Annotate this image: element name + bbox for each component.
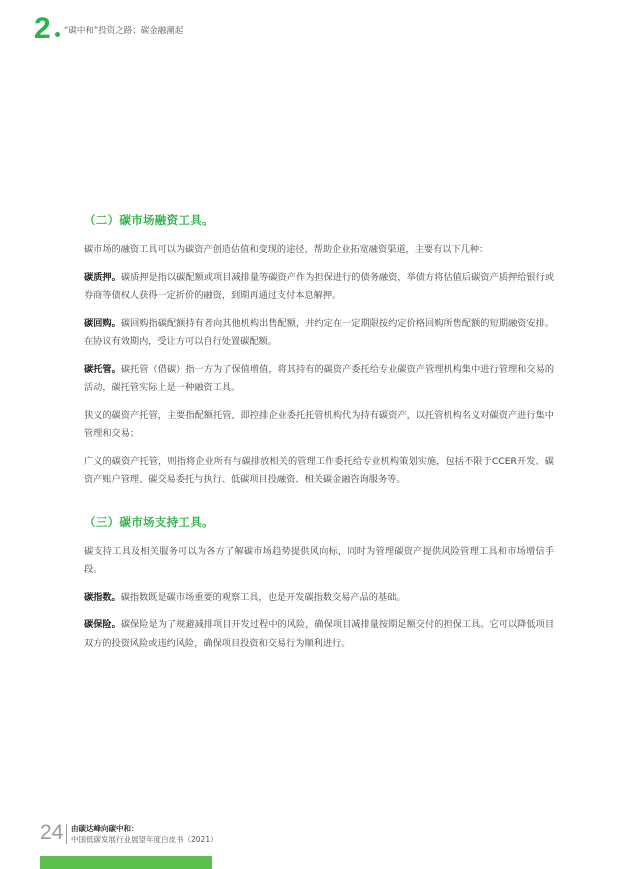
paragraph-text: 狭义的碳资产托管，主要指配额托管，即控排企业委托托管机构代为持有碳资产，以托管机构名义对碳资产进行集中管理和交易； <box>84 409 554 439</box>
paragraph-text: 广义的碳资产托管，则指将企业所有与碳排放相关的管理工作委托给专业机构策划实施，包括不限于CCER开发、碳资产账户管理、碳交易委托与执行、低碳项目投融资、相关碳金融咨询服务等。 <box>84 455 554 485</box>
paragraph-text: 碳保险是为了规避减排项目开发过程中的风险，确保项目减排量按期足额交付的担保工具。它可以降低项目双方的投资风险或违约风险，确保项目投资和交易行为顺利进行。 <box>84 619 555 649</box>
paragraph <box>84 241 554 260</box>
main-content <box>84 212 554 662</box>
footer-accent-bar <box>40 856 212 869</box>
paragraph <box>84 589 554 608</box>
page-footer <box>40 820 600 850</box>
footer-report-title: 中国低碳发展行业展望年度白皮书（2021） <box>71 835 218 844</box>
paragraph <box>84 453 554 490</box>
paragraph-term: 碳回购。 <box>84 317 121 329</box>
paragraph-text: 碳支持工具及相关服务可以为各方了解碳市场趋势提供风向标，同时为管理碳资产提供风险管理工具和市场增信手段。 <box>84 545 554 575</box>
section-heading: （二）碳市场融资工具。 <box>84 213 214 227</box>
footer-report-subtitle: 由碳达峰向碳中和： <box>71 824 139 833</box>
section-heading: （三）碳市场支持工具。 <box>84 514 214 529</box>
paragraph-term: 碳指数。 <box>84 591 121 603</box>
paragraph-text: 碳指数既是碳市场重要的观察工具，也是开发碳指数交易产品的基础。 <box>120 591 406 603</box>
section-support-tools <box>84 514 554 654</box>
page-number: 24 <box>40 821 64 844</box>
section-spacer <box>84 499 554 514</box>
paragraph-text: 碳市场的融资工具可以为碳资产创造估值和变现的途径，帮助企业拓宽融资渠道，主要有以下几种： <box>84 244 489 255</box>
chapter-number: 2 <box>34 12 51 45</box>
paragraph <box>84 315 554 352</box>
chapter-title: “碳中和”投资之路：碳金融潮起 <box>64 26 184 36</box>
chapter-dot-icon <box>55 32 60 37</box>
footer-divider <box>66 824 67 844</box>
paragraph <box>84 269 554 306</box>
section-financing-tools <box>84 212 554 490</box>
paragraph <box>84 407 554 444</box>
paragraph-text: 碳托管（借碳）指一方为了保值增值，将其持有的碳资产委托给专业碳资产管理机构集中进行管理和交易的活动，碳托管实际上是一种融资工具。 <box>84 363 555 393</box>
paragraph <box>84 543 554 580</box>
paragraph-term: 碳保险。 <box>84 619 121 630</box>
paragraph-term: 碳托管。 <box>84 363 121 375</box>
paragraph <box>84 361 554 398</box>
paragraph-text: 碳质押是指以碳配额或项目减排量等碳资产作为担保进行的债务融资，举债方将估值后碳资产质押给银行或券商等债权人获得一定折价的融资，到期再通过支付本息解押。 <box>84 271 555 301</box>
paragraph <box>84 616 554 653</box>
paragraph-text: 碳回购指碳配额持有者向其他机构出售配额，并约定在一定期限按约定价格回购所售配额的短期融资安排。在协议有效期内，受让方可以自行处置碳配额。 <box>84 317 555 347</box>
page-header <box>34 14 594 44</box>
paragraph-term: 碳质押。 <box>84 271 121 283</box>
